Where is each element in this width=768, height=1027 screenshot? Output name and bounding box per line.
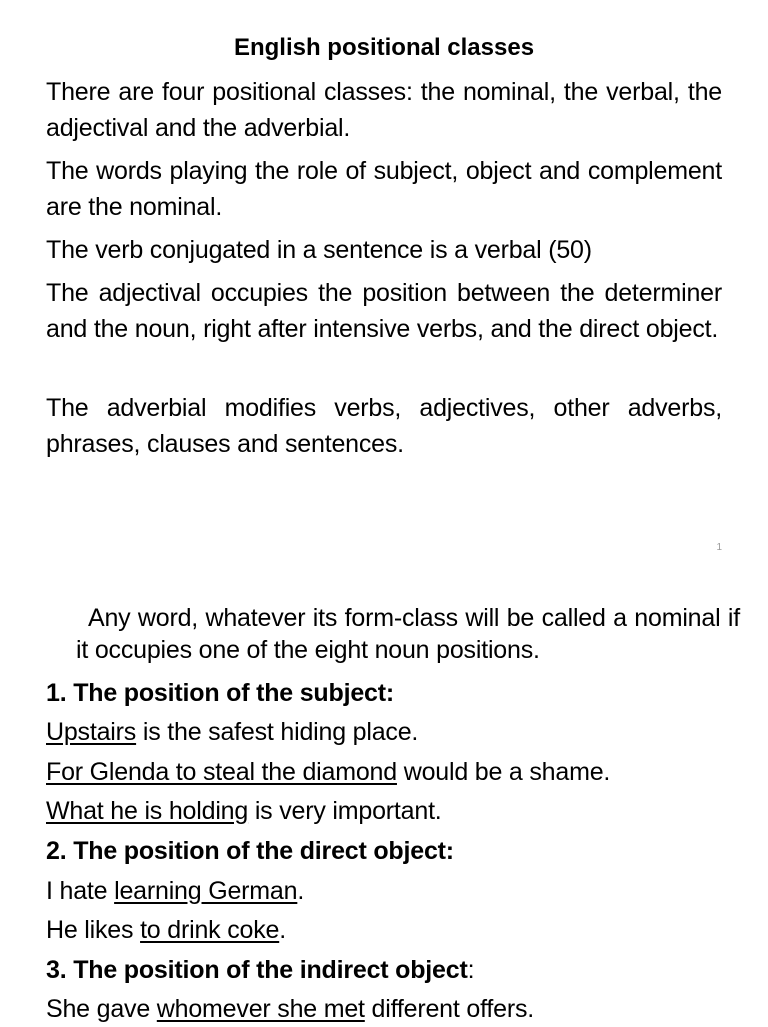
sentence-text: . (297, 877, 305, 905)
sentence-text: different offers. (364, 995, 534, 1023)
example-sentence (46, 714, 418, 750)
paragraph-nominal: The words playing the role of subject, object and complement are the nominal. (46, 157, 722, 221)
example-sentence (46, 754, 610, 790)
paragraph-verbal: The verb conjugated in a sentence is a verbal (50) (46, 236, 592, 264)
heading-direct-object-position: 2. The position of the direct object: (46, 837, 454, 865)
page-number: 1 (716, 542, 722, 553)
underlined-nominal: Upstairs (46, 718, 137, 746)
heading-subject-position: 1. The position of the subject: (46, 679, 394, 707)
example-sentence (46, 912, 286, 948)
paragraph-adverbial: The adverbial modifies verbs, adjectives, other adverbs, phrases, clauses and sentences. (46, 394, 722, 458)
example-sentence (46, 873, 304, 909)
slide-2 (0, 568, 768, 1024)
underlined-nominal: For Glenda to steal the diamond (46, 758, 397, 786)
paragraph-positional-classes: There are four positional classes: the nominal, the verbal, the adjectival and the adverbial. (46, 78, 722, 142)
heading-indirect-object-position (46, 952, 474, 988)
sentence-text: He likes (46, 916, 141, 944)
paragraph-intro: Any word, whatever its form-class will be called a nominal if it occupies one of the eight noun positions. (76, 604, 740, 664)
sentence-text: I hate (46, 877, 115, 905)
example-sentence (46, 793, 442, 829)
heading-text: 3. The position of the indirect object (46, 956, 468, 984)
paragraph-adjectival: The adjectival occupies the position between the determiner and the noun, right after intensive verbs, and the direct object. (46, 279, 722, 343)
sentence-text: is the safest hiding place. (136, 718, 419, 746)
underlined-nominal: What he is holding (46, 797, 249, 825)
sentence-text: She gave (46, 995, 157, 1023)
sentence-text: is very important. (248, 797, 442, 825)
example-sentence (46, 991, 534, 1027)
underlined-nominal: learning German (114, 877, 298, 905)
underlined-nominal: whomever she met (156, 995, 365, 1023)
sentence-text: . (279, 916, 286, 944)
document-title: English positional classes (233, 34, 535, 61)
sentence-text: would be a shame. (396, 758, 611, 786)
heading-colon: : (467, 956, 475, 984)
underlined-nominal: to drink coke (140, 916, 280, 944)
